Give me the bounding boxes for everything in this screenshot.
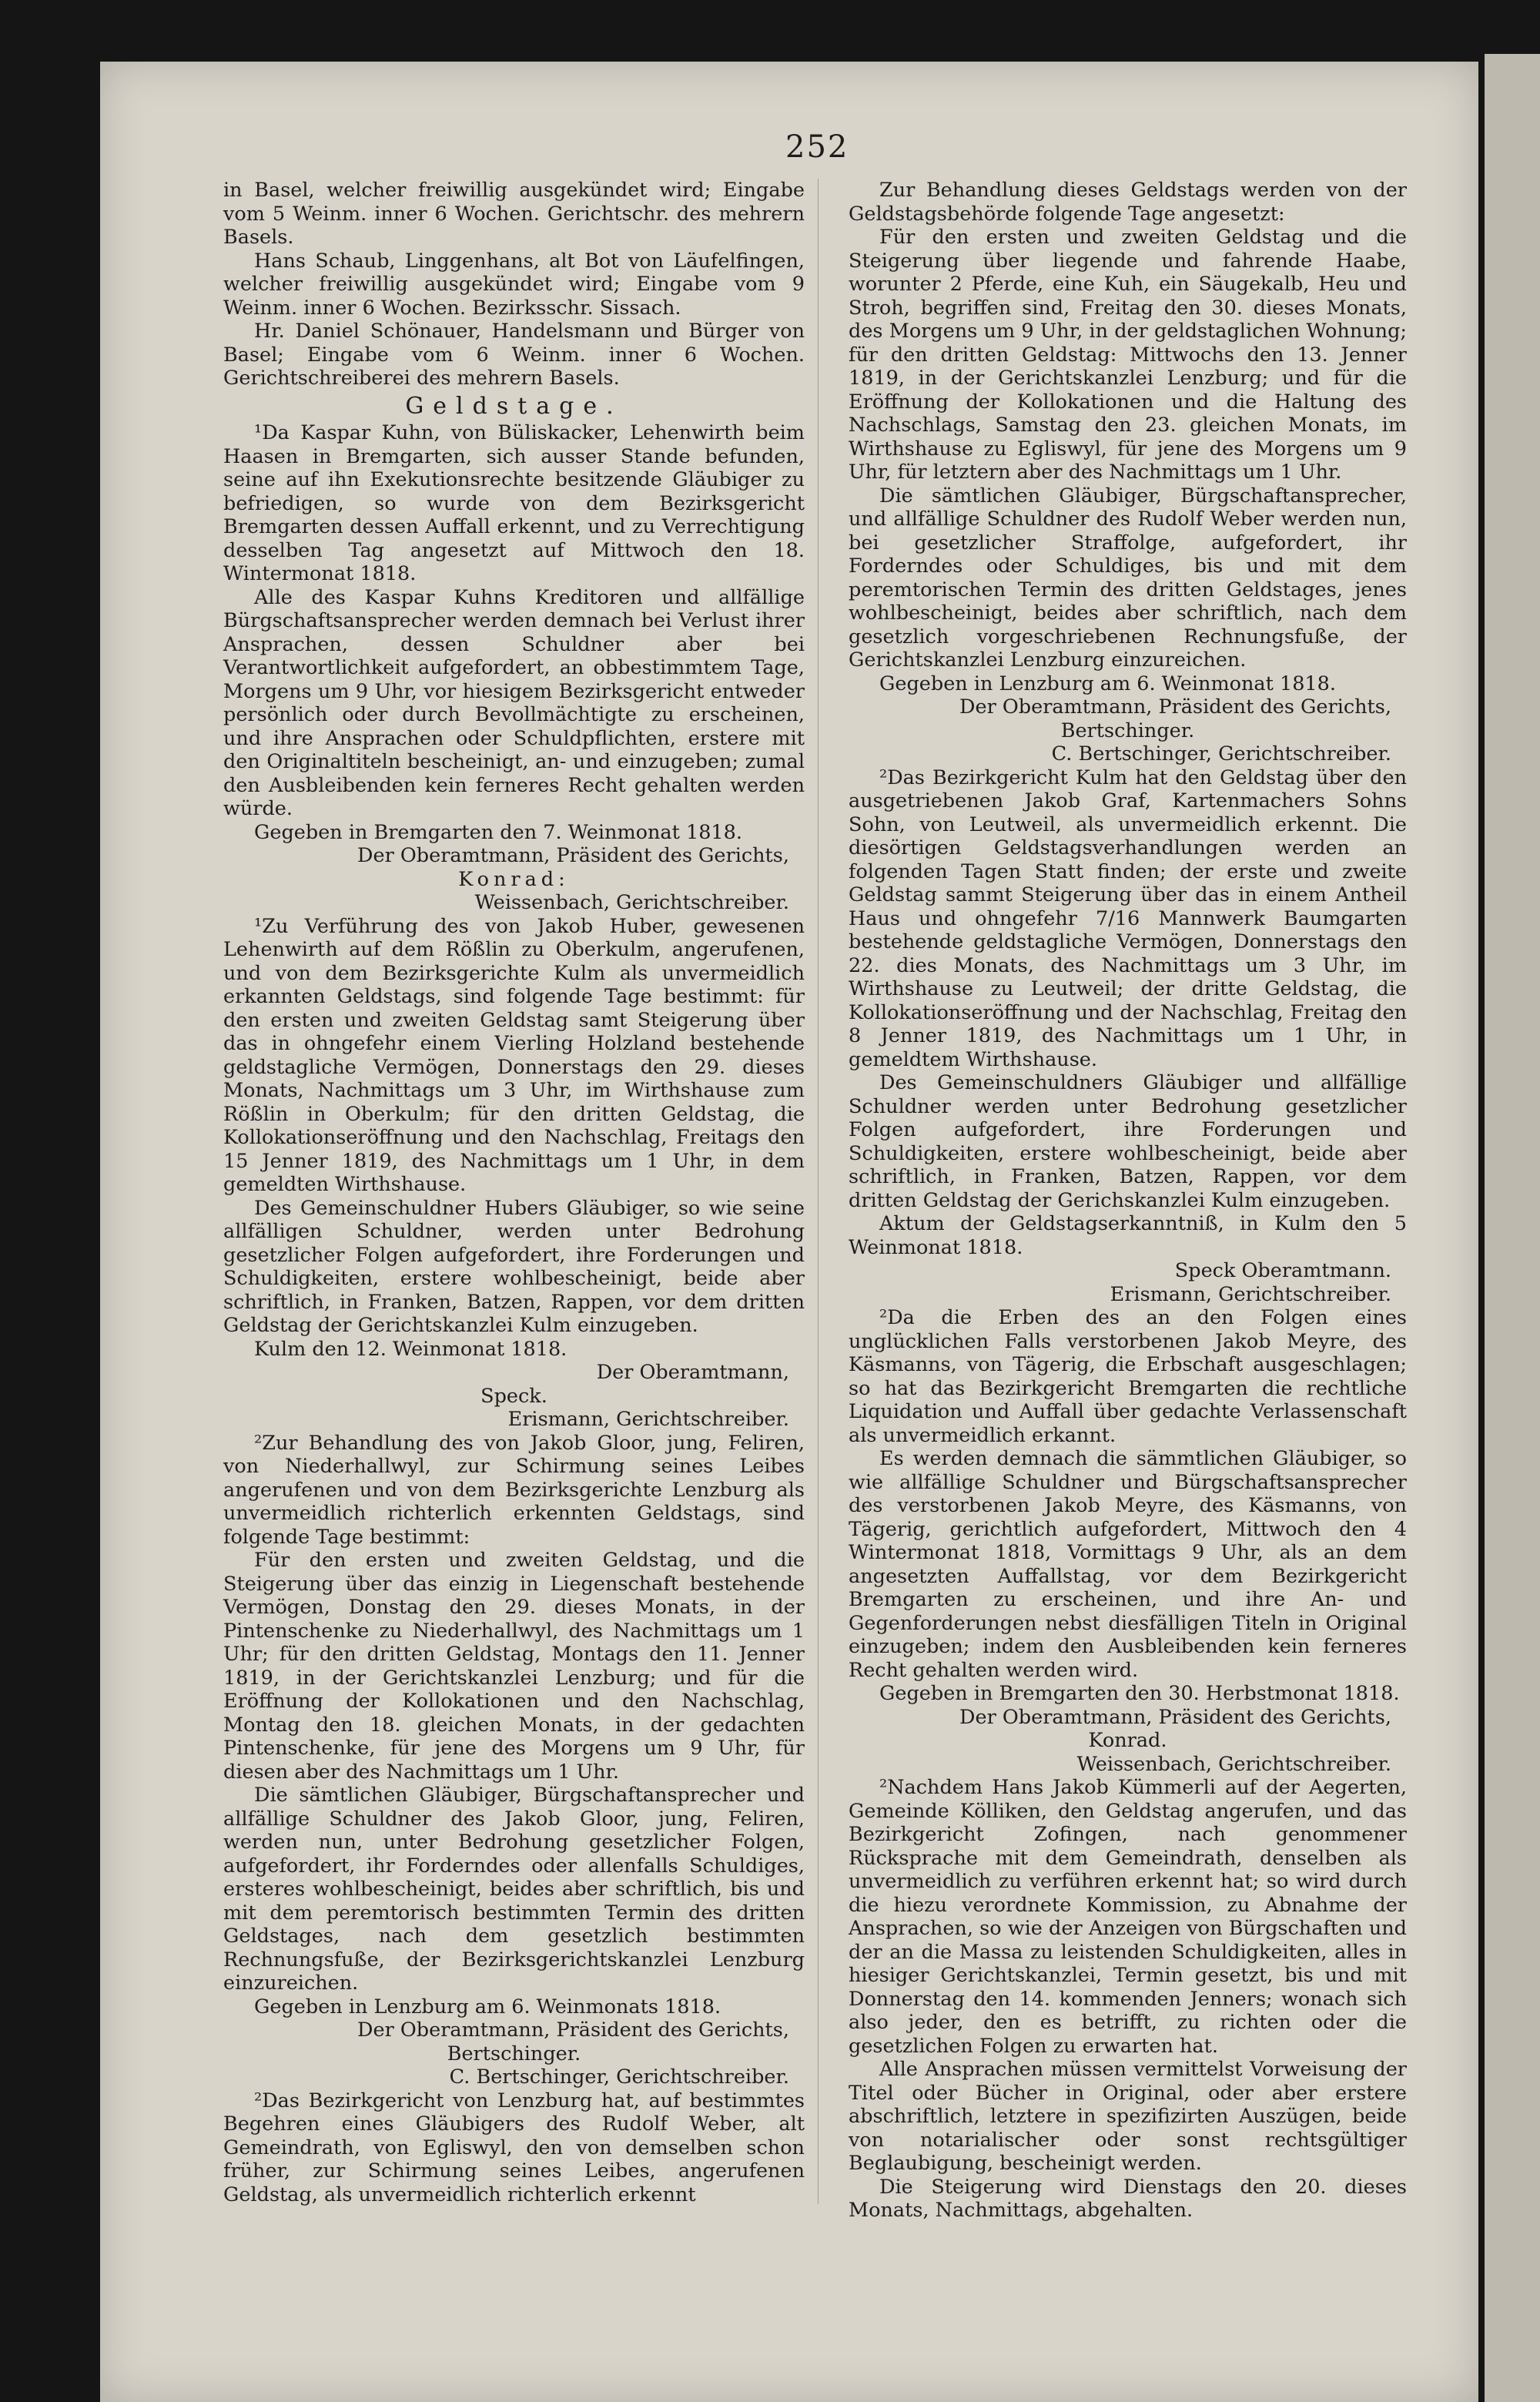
text-paragraph: C. Bertschinger, Gerichtschreiber.: [449, 2065, 789, 2089]
text-paragraph: ²Zur Behandlung des von Jakob Gloor, jung, Feliren, von Niederhallwyl, zur Schirmung seines Leibes angerufenen und von dem Bezirksgerichte Lenzburg als unvermeidlich richterlich erkennten Geldstags, sind folgende Tage bestimmt:: [223, 1431, 805, 1549]
text-paragraph: Für den ersten und zweiten Geldstag, und die Steigerung über das einzig in Liegenschaft bestehende Vermögen, Donstag den 29. dieses Monats, in der Pintenschenke zu Niederhallwyl, des Nachmittags um 1 Uhr; für den dritten Geldstag, Montags den 11. Jenner 1819, in der Gerichtskanzlei Lenzburg; und für die Eröffnung der Kollokationen und den Nachschlag, Montag den 18. gleichen Monats, in der gedachten Pintenschenke, für jene des Morgens um 9 Uhr, für diesen aber des Nachmittags um 1 Uhr.: [223, 1549, 805, 1784]
text-paragraph: ²Da die Erben des an den Folgen eines unglücklichen Falls verstorbenen Jakob Meyre, des Käsmanns, von Tägerig, die Erbschaft ausgeschlagen; so hat das Bezirkgericht Bremgarten die rechtliche Liquidation und Auffall über gedachte Verlassenschaft als unvermeidlich erkannt.: [849, 1306, 1407, 1447]
text-paragraph: Gegeben in Lenzburg am 6. Weinmonats 1818.: [254, 1995, 721, 2018]
text-paragraph: Hr. Daniel Schönauer, Handelsmann und Bürger von Basel; Eingabe vom 6 Weinm. inner 6 Wochen. Gerichtschreiberei des mehrern Basels.: [223, 320, 805, 390]
adjacent-page-edge: [1485, 54, 1540, 2402]
text-paragraph: Der Oberamtmann, Präsident des Gerichts,: [959, 695, 1391, 719]
text-paragraph: Erismann, Gerichtschreiber.: [1110, 1282, 1391, 1306]
text-paragraph: Kulm den 12. Weinmonat 1818.: [254, 1337, 567, 1361]
text-paragraph: Alle des Kaspar Kuhns Kreditoren und allfällige Bürgschaftsansprecher werden demnach bei Verlust ihrer Ansprachen, dessen Schuldner aber bei Verantwortlichkeit aufgefordert, an obbestimmtem Tage, Morgens um 9 Uhr, vor hiesigem Bezirksgericht entweder persönlich oder durch Bevollmächtigte zu erscheinen, und ihre Ansprachen oder Schuldpflichten, erstere mit den Originaltiteln bescheinigt, an- und einzugeben; zumal den Ausbleibenden kein ferneres Recht gehalten werden würde.: [223, 585, 805, 820]
text-paragraph: Gegeben in Lenzburg am 6. Weinmonat 1818.: [879, 672, 1336, 695]
page-number: 252: [785, 129, 849, 165]
text-paragraph: Des Gemeinschuldners Gläubiger und allfällige Schuldner werden unter Bedrohung gesetzlicher Folgen aufgefordert, ihre Forderungen und Schuldigkeiten, erstere wohlbescheinigt, beide aber schriftlich, in Franken, Batzen, Rappen, vor dem dritten Geldstag der Gerichskanzlei Kulm einzugeben.: [849, 1071, 1407, 1212]
text-paragraph: Weissenbach, Gerichtschreiber.: [474, 891, 789, 914]
right-column: [849, 179, 1407, 2223]
text-paragraph: Speck.: [480, 1384, 547, 1408]
text-paragraph: C. Bertschinger, Gerichtschreiber.: [1051, 742, 1391, 765]
text-paragraph: Alle Ansprachen müssen vermittelst Vorweisung der Titel oder Bücher in Original, oder aber erstere abschriftlich, letztere in spezifizirten Auszügen, beide von notarialischer oder sonst rechtsgültiger Beglaubigung, bescheinigt werden.: [849, 2058, 1407, 2175]
text-paragraph: Der Oberamtmann, Präsident des Gerichts,: [357, 2018, 789, 2042]
text-paragraph: Bertschinger.: [447, 2042, 581, 2065]
text-paragraph: Konrad.: [1088, 1729, 1167, 1752]
text-paragraph: Der Oberamtmann, Präsident des Gerichts,: [959, 1705, 1391, 1729]
left-column: [223, 179, 805, 2206]
text-paragraph: in Basel, welcher freiwillig ausgekündet wird; Eingabe vom 5 Weinm. inner 6 Wochen. Gerichtschr. des mehrern Basels.: [223, 179, 805, 249]
text-paragraph: Gegeben in Bremgarten den 30. Herbstmonat 1818.: [879, 1682, 1400, 1705]
text-paragraph: Die sämtlichen Gläubiger, Bürgschaftansprecher, und allfällige Schuldner des Rudolf Weber werden nun, bei gesetzlicher Straffolge, aufgefordert, ihr Forderndes oder Schuldiges, bis und mit dem peremtorischen Termin des dritten Geldstages, jenes wohlbescheinigt, beides aber schriftlich, nach dem gesetzlich vorgeschriebenen Rechnungsfuße, der Gerichtskanzlei Lenzburg einzureichen.: [849, 484, 1407, 672]
text-paragraph: Gegeben in Bremgarten den 7. Weinmonat 1818.: [254, 820, 742, 844]
text-paragraph: Erismann, Gerichtschreiber.: [507, 1408, 789, 1431]
text-paragraph: Für den ersten und zweiten Geldstag und die Steigerung über liegende und fahrende Haabe, worunter 2 Pferde, eine Kuh, ein Säugekalb, Heu und Stroh, begriffen sind, Freitag den 30. dieses Monats, des Morgens um 9 Uhr, in der geldstaglichen Wohnung; für den dritten Geldstag: Mittwochs den 13. Jenner 1819, in der Gerichtskanzlei Lenzburg; und für die Eröffnung der Kollokationen und die Haltung des Nachschlags, Samstag den 23. gleichen Monats, im Wirthshause zu Egliswyl, für jene des Morgens um 9 Uhr, für letztern aber des Nachmittags um 1 Uhr.: [849, 226, 1407, 484]
text-paragraph: ¹Da Kaspar Kuhn, von Büliskacker, Lehenwirth beim Haasen in Bremgarten, sich ausser Stande befunden, seine auf ihn Exekutionsrechte besitzende Gläubiger zu befriedigen, so wurde von dem Bezirksgericht Bremgarten dessen Auffall erkennt, und zu Verrechtigung desselben Tag angesetzt auf Mittwoch den 18. Wintermonat 1818.: [223, 421, 805, 585]
text-paragraph: ¹Zu Verführung des von Jakob Huber, gewesenen Lehenwirth auf dem Rößlin zu Oberkulm, angerufenen, und von dem Bezirksgerichte Kulm als unvermeidlich erkannten Geldstags, sind folgende Tage bestimmt: für den ersten und zweiten Geldstag samt Steigerung über das in ohngefehr einem Vierling Holzland bestehende geldstagliche Vermögen, Donnerstags den 29. dieses Monats, Nachmittags um 3 Uhr, im Wirthshause zum Rößlin in Oberkulm; für den dritten Geldstag, die Kollokationseröffnung und den Nachschlag, Freitags den 15 Jenner 1819, des Nachmittags um 1 Uhr, in dem gemeldten Wirthshause.: [223, 914, 805, 1196]
text-paragraph: Die sämtlichen Gläubiger, Bürgschaftansprecher und allfällige Schuldner des Jakob Gloor, jung, Feliren, werden nun, unter Bedrohung gesetzlicher Folgen, aufgefordert, ihr Forderndes oder allenfalls Schuldiges, ersteres wohlbescheinigt, beides aber schriftlich, bis und mit dem peremtorisch bestimmten Termin des dritten Geldstages, nach dem gesetzlich bestimmten Rechnungsfuße, der Bezirksgerichtskanzlei Lenzburg einzureichen.: [223, 1784, 805, 1995]
text-paragraph: Der Oberamtmann,: [596, 1361, 789, 1384]
text-paragraph: ²Das Bezirkgericht Kulm hat den Geldstag über den ausgetriebenen Jakob Graf, Kartenmachers Sohns Sohn, von Leutweil, als unvermeidlich erkennt. Die diesörtigen Geldstagsverhandlungen werden an folgenden Tagen Statt finden; der erste und zweite Geldstag sammt Steigerung über das in einem Antheil Haus und ohngefehr 7/16 Mannwerk Baumgarten bestehende geldstagliche Vermögen, Donnerstags den 22. dies Monats, des Nachmittags um 3 Uhr, im Wirthshause zu Leutweil; der dritte Geldstag, die Kollokationseröffnung und der Nachschlag, Freitag den 8 Jenner 1819, des Nachmittags um 1 Uhr, in gemeldtem Wirthshause.: [849, 765, 1407, 1071]
text-paragraph: Die Steigerung wird Dienstags den 20. dieses Monats, Nachmittags, abgehalten.: [849, 2175, 1407, 2222]
text-paragraph: Speck Oberamtmann.: [1174, 1259, 1391, 1282]
text-paragraph: Aktum der Geldstagserkanntniß, in Kulm den 5 Weinmonat 1818.: [849, 1212, 1407, 1259]
section-heading: Geldstage.: [405, 392, 623, 420]
text-paragraph: ²Nachdem Hans Jakob Kümmerli auf der Aegerten, Gemeinde Kölliken, den Geldstag angerufen, und das Bezirkgericht Zofingen, nach genommener Rücksprache mit dem Gemeindrath, denselben als unvermeidlich zu verführen erkennt hat; so wird durch die hiezu verordnete Kommission, zu Abnahme der Ansprachen, so wie der Anzeigen von Bürgschaften und der an die Massa zu leistenden Schuldigkeiten, alles in hiesiger Gerichtskanzlei, Termin gesetzt, bis und mit Donnerstag den 14. kommenden Jenners; wonach sich also jeder, den es betrifft, zu richten oder die gesetzlichen Folgen zu erwarten hat.: [849, 1776, 1407, 2058]
text-paragraph: Des Gemeinschuldner Hubers Gläubiger, so wie seine allfälligen Schuldner, werden unter Bedrohung gesetzlicher Folgen aufgefordert, ihre Forderungen und Schuldigkeiten, erstere wohlbescheinigt, beide aber schriftlich, in Franken, Batzen, Rappen, vor dem dritten Geldstag der Gerichtskanzlei Kulm einzugeben.: [223, 1196, 805, 1337]
text-paragraph: Hans Schaub, Linggenhans, alt Bot von Läufelfingen, welcher freiwillig ausgekündet wird; Eingabe vom 9 Weinm. inner 6 Wochen. Bezirksschr. Sissach.: [223, 249, 805, 320]
text-paragraph: Zur Behandlung dieses Geldstags werden von der Geldstagsbehörde folgende Tage angesetzt:: [849, 179, 1407, 226]
text-paragraph: Der Oberamtmann, Präsident des Gerichts,: [357, 844, 789, 867]
text-paragraph: Es werden demnach die sämmtlichen Gläubiger, so wie allfällige Schuldner und Bürgschaftsansprecher des verstorbenen Jakob Meyre, des Käsmanns, von Tägerig, gerichtlich aufgefordert, Mittwoch den 4 Wintermonat 1818, Vormittags 9 Uhr, als an dem angesetzten Auffallstag, vor dem Bezirkgericht Bremgarten zu erscheinen, und ihre An- und Gegenforderungen nebst diesfälligen Titeln in Original einzugeben; indem den Ausbleibenden kein ferneres Recht gehalten werden wird.: [849, 1447, 1407, 1682]
text-paragraph: Konrad:: [458, 867, 570, 891]
text-paragraph: Bertschinger.: [1060, 719, 1195, 742]
column-divider: [818, 179, 819, 2204]
text-paragraph: Weissenbach, Gerichtschreiber.: [1076, 1752, 1391, 1776]
text-paragraph: ²Das Bezirkgericht von Lenzburg hat, auf bestimmtes Begehren eines Gläubigers des Rudolf Weber, alt Gemeindrath, von Egliswyl, den von demselben schon früher, zur Schirmung seines Leibes, angerufenen Geldstag, als unvermeidlich richterlich erkennt: [223, 2089, 805, 2206]
